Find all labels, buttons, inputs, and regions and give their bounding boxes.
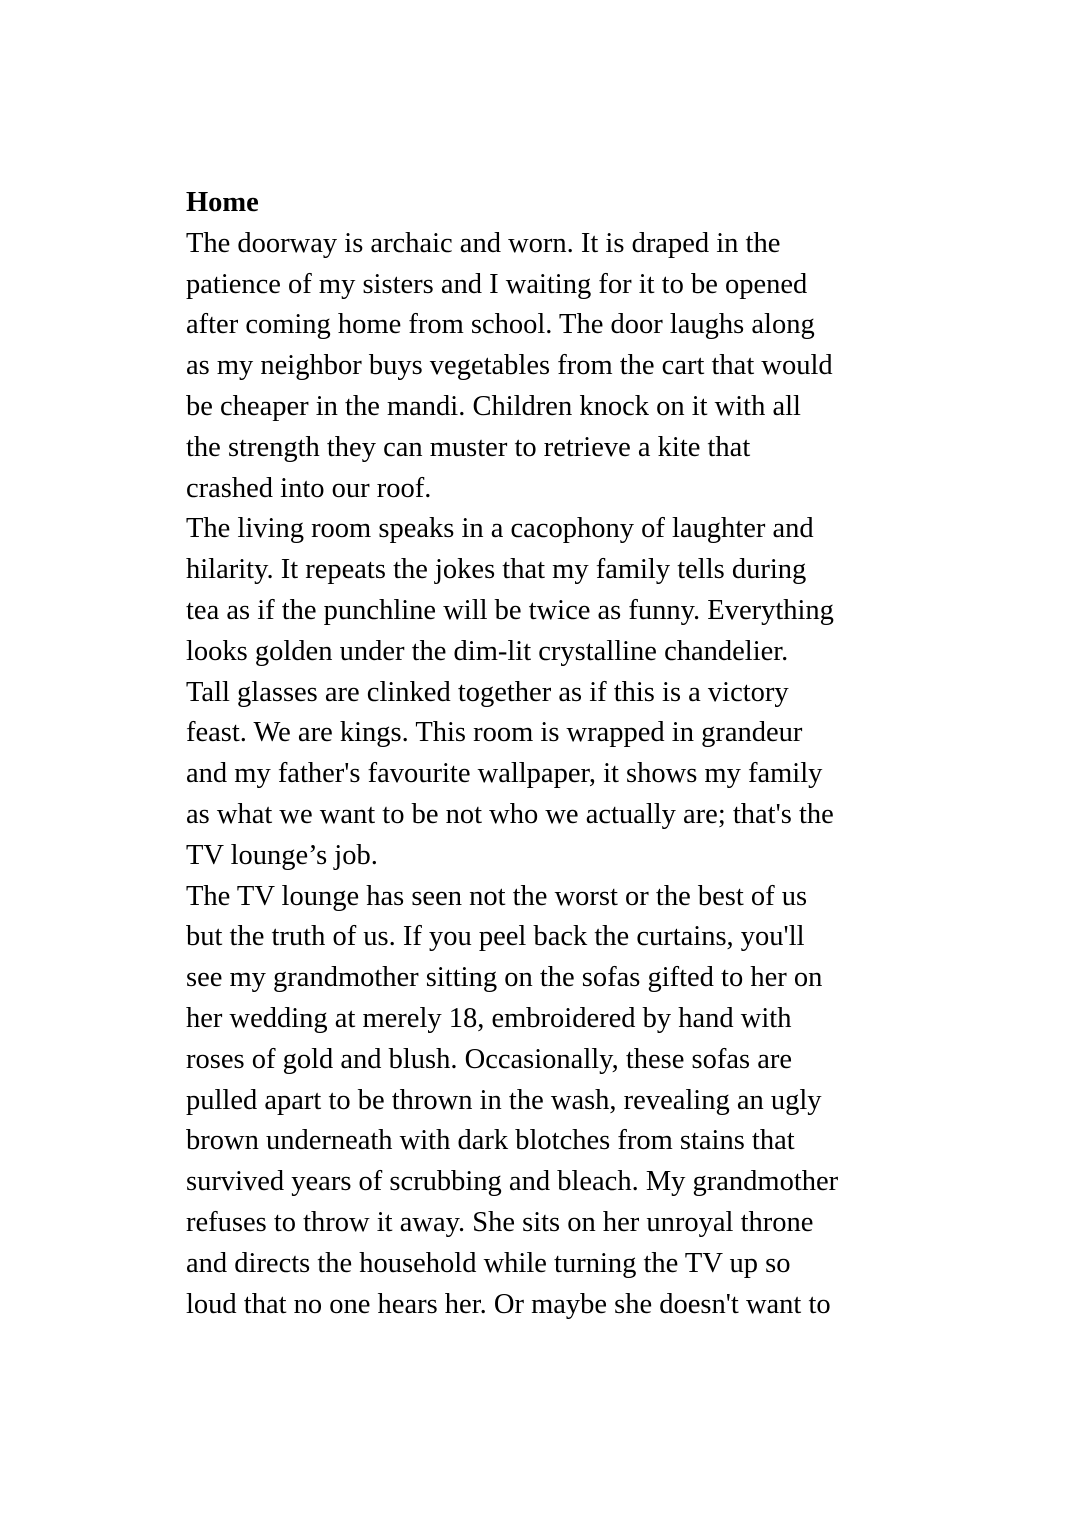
text-line: be cheaper in the mandi. Children knock on it with all (186, 390, 801, 422)
text-line: after coming home from school. The door laughs along (186, 309, 815, 341)
text-line: and my father's favourite wallpaper, it shows my family (186, 758, 823, 790)
document-title: Home (186, 187, 259, 218)
text-line: see my grandmother sitting on the sofas gifted to her on (186, 962, 823, 994)
text-line: brown underneath with dark blotches from stains that (186, 1125, 795, 1157)
text-line: as my neighbor buys vegetables from the cart that would (186, 350, 833, 382)
text-line: but the truth of us. If you peel back the curtains, you'll (186, 921, 805, 953)
text-line: tea as if the punchline will be twice as funny. Everything (186, 594, 834, 626)
text-line: loud that no one hears her. Or maybe she doesn't want to (186, 1288, 831, 1320)
text-line: The doorway is archaic and worn. It is draped in the (186, 227, 781, 259)
text-line: The TV lounge has seen not the worst or the best of us (186, 880, 808, 912)
text-line: TV lounge’s job. (186, 839, 378, 871)
text-line: survived years of scrubbing and bleach. My grandmother (186, 1166, 839, 1198)
text-line: the strength they can muster to retrieve a kite that (186, 431, 751, 463)
text-line: feast. We are kings. This room is wrapped in grandeur (186, 717, 803, 749)
text-line: Tall glasses are clinked together as if this is a victory (186, 676, 789, 708)
text-line: as what we want to be not who we actually are; that's the (186, 798, 834, 830)
text-line: hilarity. It repeats the jokes that my family tells during (186, 554, 807, 586)
document-body (186, 183, 906, 1325)
text-line: roses of gold and blush. Occasionally, these sofas are (186, 1043, 792, 1075)
text-line: The living room speaks in a cacophony of laughter and (186, 513, 814, 545)
text-line: crashed into our roof. (186, 472, 432, 504)
text-line: pulled apart to be thrown in the wash, revealing an ugly (186, 1084, 822, 1116)
text-line: and directs the household while turning the TV up so (186, 1247, 791, 1279)
text-line: her wedding at merely 18, embroidered by hand with (186, 1002, 792, 1034)
text-line: patience of my sisters and I waiting for it to be opened (186, 268, 808, 300)
text-line: looks golden under the dim-lit crystalline chandelier. (186, 635, 789, 667)
text-line: refuses to throw it away. She sits on her unroyal throne (186, 1206, 814, 1238)
